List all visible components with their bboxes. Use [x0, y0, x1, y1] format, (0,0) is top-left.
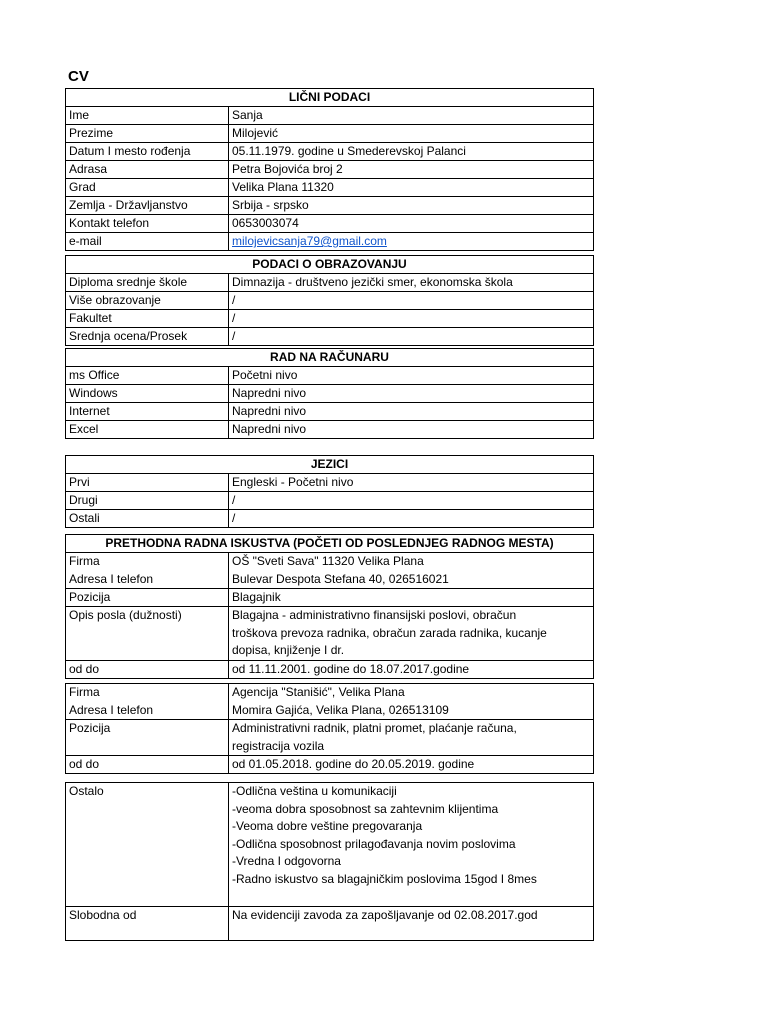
- adresa-label: Adresa I telefon: [69, 571, 154, 586]
- table-row: [66, 492, 594, 510]
- education-table: [65, 255, 594, 346]
- row-label: Diploma srednje škole: [66, 274, 229, 292]
- table-row: [66, 589, 594, 607]
- languages-table: [65, 455, 594, 528]
- computer-skills-table: [65, 348, 594, 439]
- ostalo-line: -Odlična veština u komunikaciji: [232, 784, 397, 798]
- table-row: [66, 310, 594, 328]
- row-label: Prezime: [66, 125, 229, 143]
- opis-value: [229, 607, 594, 661]
- computer-header: RAD NA RAČUNARU: [66, 349, 594, 367]
- firma-address-values: [229, 553, 594, 589]
- row-value: Petra Bojovića broj 2: [229, 161, 594, 179]
- oddo-label: od do: [66, 756, 229, 774]
- table-row: [66, 328, 594, 346]
- table-row: [66, 661, 594, 679]
- adresa-label: Adresa I telefon: [69, 702, 154, 717]
- oddo-label: od do: [66, 661, 229, 679]
- pozicija-line: registracija vozila: [232, 738, 325, 753]
- row-label: Grad: [66, 179, 229, 197]
- slobodna-label: Slobodna od: [66, 907, 229, 941]
- personal-header: LIČNI PODACI: [66, 89, 594, 107]
- opis-line: troškova prevoza radnika, obračun zarada radnika, kucanje: [232, 625, 547, 640]
- table-row: [66, 684, 594, 720]
- opis-label: Opis posla (dužnosti): [66, 607, 229, 661]
- table-row: [66, 367, 594, 385]
- row-value: /: [229, 310, 594, 328]
- row-label: Više obrazovanje: [66, 292, 229, 310]
- table-row: [66, 607, 594, 661]
- languages-header: JEZICI: [66, 456, 594, 474]
- row-value: 0653003074: [229, 215, 594, 233]
- row-value: 05.11.1979. godine u Smederevskoj Palanci: [229, 143, 594, 161]
- table-row: [66, 161, 594, 179]
- experience-table-1: [65, 534, 594, 679]
- table-row: [66, 385, 594, 403]
- row-value: /: [229, 292, 594, 310]
- table-row: [66, 274, 594, 292]
- row-value: Početni nivo: [229, 367, 594, 385]
- row-value: /: [229, 492, 594, 510]
- table-row: [66, 179, 594, 197]
- row-value: Engleski - Početni nivo: [229, 474, 594, 492]
- table-row: [66, 292, 594, 310]
- table-row: [66, 720, 594, 756]
- firma-address-labels: [66, 684, 229, 720]
- row-value: /: [229, 510, 594, 528]
- ostalo-label: Ostalo: [66, 783, 229, 907]
- row-label: Datum I mesto rođenja: [66, 143, 229, 161]
- table-row: [66, 421, 594, 439]
- education-header: PODACI O OBRAZOVANJU: [66, 256, 594, 274]
- row-label: Internet: [66, 403, 229, 421]
- table-row: [66, 403, 594, 421]
- ostalo-line: -Vredna I odgovorna: [232, 854, 341, 868]
- adresa-value: Momira Gajića, Velika Plana, 026513109: [232, 702, 449, 717]
- firma-value: Agencija "Stanišić", Velika Plana: [232, 685, 405, 699]
- pozicija-label: Pozicija: [66, 720, 229, 756]
- opis-line: Blagajna - administrativno finansijski poslovi, obračun: [232, 608, 517, 622]
- table-row: [66, 233, 594, 251]
- pozicija-value: Blagajnik: [229, 589, 594, 607]
- firma-label: Firma: [69, 554, 100, 568]
- row-label: Drugi: [66, 492, 229, 510]
- opis-line: dopisa, knjiženje I dr.: [232, 643, 345, 657]
- table-row: [66, 510, 594, 528]
- firma-address-labels: [66, 553, 229, 589]
- email-link[interactable]: milojevicsanja79@gmail.com: [232, 234, 387, 248]
- row-value: Dimnazija - društveno jezički smer, ekonomska škola: [229, 274, 594, 292]
- row-label: Windows: [66, 385, 229, 403]
- table-row: [66, 474, 594, 492]
- row-label: ms Office: [66, 367, 229, 385]
- row-value: Napredni nivo: [229, 385, 594, 403]
- row-label: Excel: [66, 421, 229, 439]
- table-row: [66, 783, 594, 907]
- row-value: Velika Plana 11320: [229, 179, 594, 197]
- oddo-value: od 01.05.2018. godine do 20.05.2019. godine: [229, 756, 594, 774]
- table-row: [66, 197, 594, 215]
- ostalo-value: [229, 783, 594, 907]
- other-table: [65, 782, 594, 941]
- table-row: [66, 125, 594, 143]
- ostalo-line: -Odlična sposobnost prilagođavanja novim poslovima: [232, 836, 516, 851]
- row-value: Napredni nivo: [229, 421, 594, 439]
- slobodna-value: Na evidenciji zavoda za zapošljavanje od 02.08.2017.god: [229, 907, 594, 941]
- email-label: e-mail: [66, 233, 229, 251]
- experience-table-2: [65, 683, 594, 774]
- row-value: Milojević: [229, 125, 594, 143]
- table-row: [66, 107, 594, 125]
- row-label: Zemlja - Državljanstvo: [66, 197, 229, 215]
- row-label: Srednja ocena/Prosek: [66, 328, 229, 346]
- pozicija-line: Administrativni radnik, platni promet, plaćanje računa,: [232, 721, 517, 735]
- email-cell: [229, 233, 594, 251]
- row-value: Srbija - srpsko: [229, 197, 594, 215]
- row-label: Ime: [66, 107, 229, 125]
- row-label: Kontakt telefon: [66, 215, 229, 233]
- firma-label: Firma: [69, 685, 100, 699]
- ostalo-line: -veoma dobra sposobnost sa zahtevnim klijentima: [232, 801, 499, 816]
- row-label: Prvi: [66, 474, 229, 492]
- table-row: [66, 215, 594, 233]
- pozicija-value: [229, 720, 594, 756]
- row-value: /: [229, 328, 594, 346]
- table-row: [66, 756, 594, 774]
- personal-data-table: [65, 88, 594, 251]
- row-label: Adrasa: [66, 161, 229, 179]
- ostalo-line: -Radno iskustvo sa blagajničkim poslovima 15god I 8mes: [232, 871, 537, 886]
- firma-value: OŠ "Sveti Sava" 11320 Velika Plana: [232, 554, 424, 568]
- cv-title: CV: [68, 68, 89, 85]
- row-value: Napredni nivo: [229, 403, 594, 421]
- table-row: [66, 143, 594, 161]
- experience-header: PRETHODNA RADNA ISKUSTVA (POČETI OD POSLEDNJEG RADNOG MESTA): [66, 535, 594, 553]
- adresa-value: Bulevar Despota Stefana 40, 026516021: [232, 571, 449, 586]
- row-label: Ostali: [66, 510, 229, 528]
- oddo-value: od 11.11.2001. godine do 18.07.2017.godine: [229, 661, 594, 679]
- table-row: [66, 907, 594, 941]
- row-value: Sanja: [229, 107, 594, 125]
- table-row: [66, 553, 594, 589]
- row-label: Fakultet: [66, 310, 229, 328]
- ostalo-line: -Veoma dobre veštine pregovaranja: [232, 819, 423, 833]
- firma-address-values: [229, 684, 594, 720]
- pozicija-label: Pozicija: [66, 589, 229, 607]
